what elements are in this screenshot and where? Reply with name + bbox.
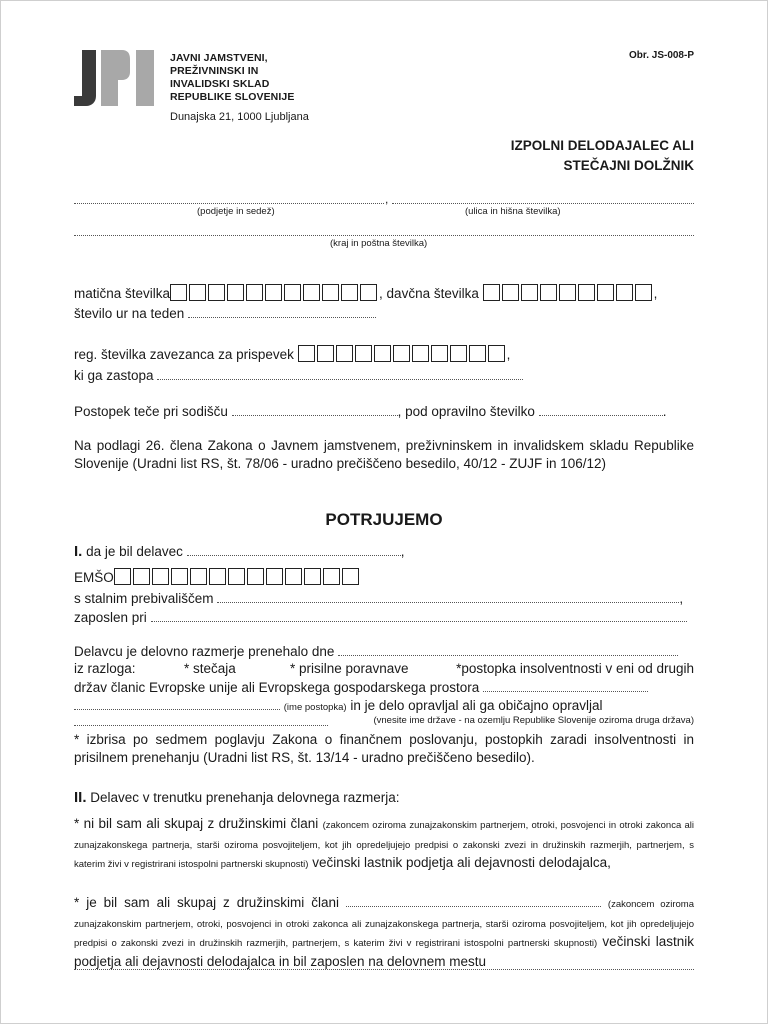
option-ni-lastnik[interactable]: * ni bil sam ali skupaj z družinskimi člani (zakoncem oziroma zunajzakonskim partnerjem, otroki, posvojenci in otroki zakonca ali zunajzakonskega partnerja, starši oziroma posvojiteljem, kot jih opredeljujejo predpisi o zakonski zvezi in družinskih razmerjih, partnerjem, s katerim živi v registrirani istospolni partnerski skupnosti) večinski lastnik podjetja ali dejavnosti delodajalca, <box>74 816 694 870</box>
prebivalisce-field[interactable] <box>217 590 679 603</box>
page-title: POTRJUJEMO <box>325 510 443 529</box>
postopek-label: Postopek teče pri sodišču <box>74 404 228 419</box>
emso-row <box>74 568 361 585</box>
sodisce-field[interactable] <box>232 403 398 416</box>
maticna-boxes[interactable] <box>170 286 379 301</box>
fill-instruction: IZPOLNI DELODAJALEC ALI STEČAJNI DOLŽNIK <box>510 138 694 173</box>
city-caption: (kraj in poštna številka) <box>330 238 428 249</box>
prebivalisce-row: s stalnim prebivališčem , <box>74 591 684 606</box>
drzave-label: držav članic Evropske unije ali Evropskega gospodarskega prostora <box>74 680 480 695</box>
section2-intro: II. Delavec v trenutku prenehanja delovnega razmerja: <box>74 789 400 806</box>
zaposlen-label: zaposlen pri <box>74 610 147 625</box>
prenehalo-field[interactable] <box>338 643 678 656</box>
prenehalo-label: Delavcu je delovno razmerje prenehalo dne <box>74 644 335 659</box>
option-insolventnost[interactable]: *postopka insolventnosti v eni od drugih <box>456 661 694 676</box>
ime-postopka-field[interactable] <box>74 697 280 710</box>
drzava-caption: (vnesite ime države - na ozemlju Republike Slovenije oziroma druga država) <box>373 715 694 726</box>
ure-field[interactable] <box>188 305 376 318</box>
opravilno-field[interactable] <box>539 403 663 416</box>
organization-name: JAVNI JAMSTVENI, PREŽIVNINSKI IN INVALIDSKI SKLAD REPUBLIKE SLOVENIJE <box>170 52 295 103</box>
delovno-mesto-field[interactable] <box>74 968 694 970</box>
postopek-ime-row <box>74 697 694 713</box>
legal-intro: Na podlagi 26. člena Zakona o Javnem jamstvenem, preživninskem in invalidskem skladu Republike Slovenije (Uradni list RS, št. 78/06 - uradno prečiščeno besedilo, 40/12 - ZUJF in 106/12) <box>74 438 694 471</box>
city-field[interactable] <box>74 234 694 236</box>
reg-boxes[interactable] <box>298 347 507 362</box>
drzava-field[interactable] <box>74 724 328 726</box>
razlog-row <box>74 661 694 676</box>
maticna-label: matična številka <box>74 286 171 301</box>
option-stecaj[interactable]: * stečaja <box>184 661 236 676</box>
prenehalo-row <box>74 643 678 659</box>
opravljal-label: in je delo opravljal ali ga običajno opravljal <box>350 698 603 713</box>
fund-logo <box>74 50 154 106</box>
ure-label: število ur na teden <box>74 306 185 321</box>
davcna-boxes[interactable] <box>483 286 654 301</box>
emso-label: EMŠO <box>74 570 114 585</box>
form-number: Obr. JS-008-P <box>628 50 694 61</box>
reg-row: reg. številka zavezanca za prispevek , <box>74 347 511 362</box>
razlog-label: iz razloga: <box>74 661 136 676</box>
maticna-row: matična številka , davčna številka , <box>74 286 658 301</box>
option-izbris[interactable]: * izbrisa po sedmem poglavju Zakona o finančnem poslovanju, postopkih zaradi insolventnosti in prisilnem prenehanju (Uradni list RS, št. 13/14 - uradno prečiščeno besedilo). <box>74 732 694 765</box>
delavec-row: I. da je bil delavec , <box>74 543 405 560</box>
street-caption: (ulica in hišna številka) <box>465 206 561 217</box>
prebivalisce-label: s stalnim prebivališčem <box>74 591 214 606</box>
ure-row <box>74 305 376 321</box>
drzave-row <box>74 679 648 695</box>
zastopa-row <box>74 367 523 383</box>
option-je-lastnik[interactable]: * je bil sam ali skupaj z družinskimi člani (zakoncem oziroma zunajzakonskim partnerjem, otroki, posvojenci in otroki zakonca ali zunajzakonskega partnerja, starši oziroma posvojiteljem, kot jih opredeljujejo predpisi o zakonski zvezi in družinskih razmerjih, partnerjem, s katerim živi v registrirani istospolni partnerski skupnosti) večinski lastnik podjetja ali dejavnosti delodajalca in bil zaposlen na delovnem mestu <box>74 895 694 969</box>
davcna-label: , davčna številka <box>379 286 479 301</box>
organization-address: Dunajska 21, 1000 Ljubljana <box>170 111 309 123</box>
option-prisilna[interactable]: * prisilne poravnave <box>290 661 409 676</box>
street-field[interactable] <box>392 202 694 204</box>
zastopa-label: ki ga zastopa <box>74 368 154 383</box>
emso-boxes[interactable] <box>114 570 361 585</box>
company-caption: (podjetje in sedež) <box>197 206 275 217</box>
zastopa-field[interactable] <box>157 367 523 380</box>
postopek-row: Postopek teče pri sodišču , pod opravilno številko . <box>74 404 667 419</box>
company-field[interactable] <box>74 202 384 204</box>
delavec-field[interactable] <box>187 543 401 556</box>
reg-label: reg. številka zavezanca za prispevek <box>74 347 294 362</box>
ime-postopka-caption: (ime postopka) <box>283 702 347 713</box>
delavec-label: da je bil delavec <box>86 544 183 559</box>
drzave-field[interactable] <box>483 679 648 692</box>
zaposlen-field[interactable] <box>151 609 687 622</box>
zaposlen-row <box>74 609 687 625</box>
druzinski-clani-field[interactable] <box>346 894 601 907</box>
opravilno-label: , pod opravilno številko <box>397 404 535 419</box>
